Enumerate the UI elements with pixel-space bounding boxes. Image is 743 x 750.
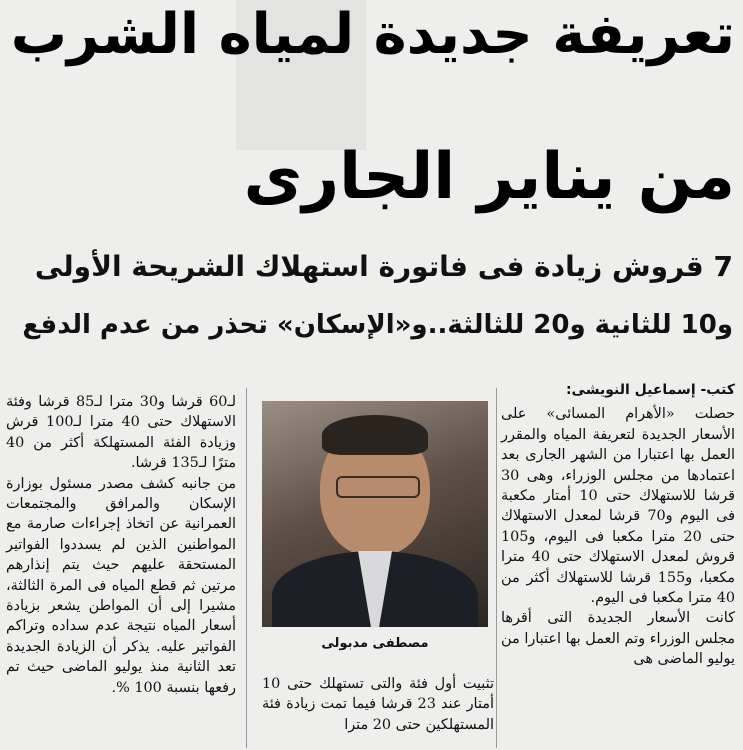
article-column-left bbox=[6, 392, 236, 698]
column-divider bbox=[496, 388, 497, 748]
subheadline-line-2: و10 للثانية و20 للثالثة..و«الإسكان» تحذر من عدم الدفع bbox=[22, 310, 733, 340]
article-paragraph: من جانبه كشف مصدر مسئول بوزارة الإسكان والمرافق والمجتمعات العمرانية عن اتخاذ إجراءات صارمة مع المواطنين الذين لم يسددوا الفواتير المستحقة عليهم حيث يتم إنذارهم مرتين ثم قطع المياه فى المرة الثالثة، مشيرا إلى أن المواطن يشعر بزيادة أسعار المياه نتيجة عدم سداده وتراكم الفواتير عليه. يذكر أن الزيادة الجديدة تعد الثانية منذ يوليو الماضى حيث تم رفعها بنسبة 100 %. bbox=[6, 475, 236, 696]
portrait-glasses bbox=[336, 476, 420, 498]
subheadline-line-1: 7 قروش زيادة فى فاتورة استهلاك الشريحة الأولى bbox=[34, 250, 733, 283]
column-divider bbox=[246, 388, 247, 748]
headline-line-1: تعريفة جديدة لمياه الشرب bbox=[10, 2, 735, 67]
headline-line-2: من يناير الجارى bbox=[243, 140, 735, 214]
photo-caption: مصطفى مدبولى bbox=[321, 636, 429, 651]
article-paragraph: تثبيت أول فئة والتى تستهلك حتى 10 أمتار عند 23 قرشا فيما تمت زيادة فئة المستهلكين حتى 20 مترا bbox=[262, 676, 494, 733]
byline: كتب- إسماعيل النويشى: bbox=[565, 382, 735, 398]
article-column-middle bbox=[262, 674, 494, 735]
portrait-hair bbox=[322, 415, 428, 455]
article-paragraph: لـ60 قرشا و30 مترا لـ85 قرشا وفئة الاستهلاك حتى 40 مترا لـ100 قرش وزيادة الفئة المستهلكة أكثر من 40 مترًا لـ135 قرشا. bbox=[6, 394, 236, 472]
article-paragraph: كانت الأسعار الجديدة التى أقرها مجلس الوزراء وتم العمل بها اعتبارا من يوليو الماضى هى bbox=[501, 610, 735, 668]
article-column-right bbox=[501, 380, 735, 670]
article-paragraph: حصلت «الأهرام المسائى» على الأسعار الجديدة لتعريفة المياه والمقرر العمل بها اعتبارا من الشهر الجارى بعد اعتمادها من مجلس الوزراء، وهى 30 قرشا للاستهلاك حتى 10 أمتار مكعبة فى اليوم و70 قرشا لمعدل الاستهلاك حتى 20 مترا مكعبا فى اليوم، و105 قروش لمعدل الاستهلاك حتى 40 مترا مكعبا، و155 قرشا للاستهلاك أكثر من 40 مترا مكعبا فى اليوم. bbox=[501, 406, 736, 607]
portrait-photo bbox=[262, 401, 488, 627]
